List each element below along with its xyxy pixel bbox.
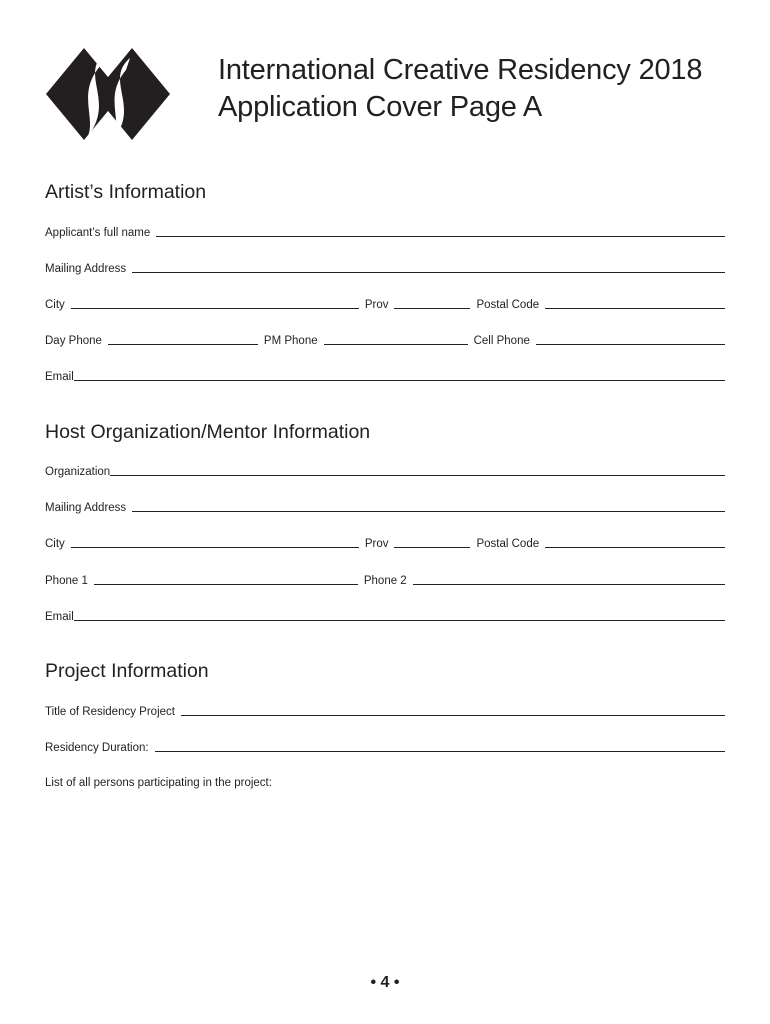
artist-postal-field[interactable]	[545, 307, 725, 309]
duration-field[interactable]	[155, 750, 725, 752]
project-title-row	[45, 701, 725, 719]
artist-city-field[interactable]	[71, 307, 359, 309]
host-phone-row	[45, 570, 725, 588]
cell-phone-label: Cell Phone	[473, 335, 530, 347]
phone1-label: Phone 1	[45, 575, 88, 587]
artist-postal-label: Postal Code	[476, 299, 540, 311]
pm-phone-field[interactable]	[324, 343, 468, 345]
host-email-label: Email	[45, 611, 74, 623]
cell-phone-field[interactable]	[536, 343, 725, 345]
host-prov-label: Prov	[364, 538, 389, 550]
project-title-label: Title of Residency Project	[45, 706, 175, 718]
participants-label: List of all persons participating in the project:	[45, 777, 272, 789]
duration-label: Residency Duration:	[45, 742, 149, 754]
day-phone-field[interactable]	[108, 343, 258, 345]
artist-phone-row	[45, 330, 725, 348]
artist-mailing-field[interactable]	[132, 271, 725, 273]
artist-mailing-label: Mailing Address	[45, 263, 127, 275]
page-title	[218, 52, 702, 126]
artist-prov-label: Prov	[364, 299, 389, 311]
artist-email-label: Email	[45, 371, 74, 383]
host-city-field[interactable]	[71, 546, 359, 548]
page-number: • 4 •	[370, 974, 400, 991]
host-email-field[interactable]	[74, 619, 725, 621]
host-email-row	[45, 606, 725, 624]
host-section-heading: Host Organization/Mentor Information	[45, 421, 371, 443]
organization-row	[45, 461, 725, 479]
host-prov-field[interactable]	[394, 546, 470, 548]
applicant-name-row	[45, 222, 725, 240]
artist-email-row	[45, 366, 725, 384]
organization-field[interactable]	[110, 474, 725, 476]
day-phone-label: Day Phone	[45, 335, 102, 347]
applicant-name-field[interactable]	[156, 235, 725, 237]
logo-right-diamond	[94, 48, 170, 140]
host-postal-field[interactable]	[545, 546, 725, 548]
organization-label: Organization	[45, 466, 111, 478]
phone2-field[interactable]	[413, 583, 725, 585]
project-section-heading: Project Information	[45, 660, 209, 682]
artist-mailing-row	[45, 258, 725, 276]
phone1-field[interactable]	[94, 583, 358, 585]
pm-phone-label: PM Phone	[263, 335, 318, 347]
artist-prov-field[interactable]	[394, 307, 470, 309]
host-mailing-field[interactable]	[132, 510, 725, 512]
duration-row	[45, 737, 725, 755]
title-line-2: Application Cover Page A	[218, 91, 543, 123]
residency-logo	[44, 46, 172, 142]
artist-city-label: City	[45, 299, 65, 311]
host-mailing-label: Mailing Address	[45, 502, 127, 514]
host-city-label: City	[45, 538, 65, 550]
host-city-row	[45, 533, 725, 551]
artist-email-field[interactable]	[74, 379, 725, 381]
applicant-name-label: Applicant’s full name	[45, 227, 151, 239]
project-title-field[interactable]	[181, 714, 725, 716]
artist-section-heading: Artist’s Information	[45, 181, 207, 203]
artist-city-row	[45, 294, 725, 312]
title-line-1: International Creative Residency 2018	[218, 54, 703, 86]
phone2-label: Phone 2	[363, 575, 407, 587]
host-postal-label: Postal Code	[476, 538, 540, 550]
host-mailing-row	[45, 497, 725, 515]
